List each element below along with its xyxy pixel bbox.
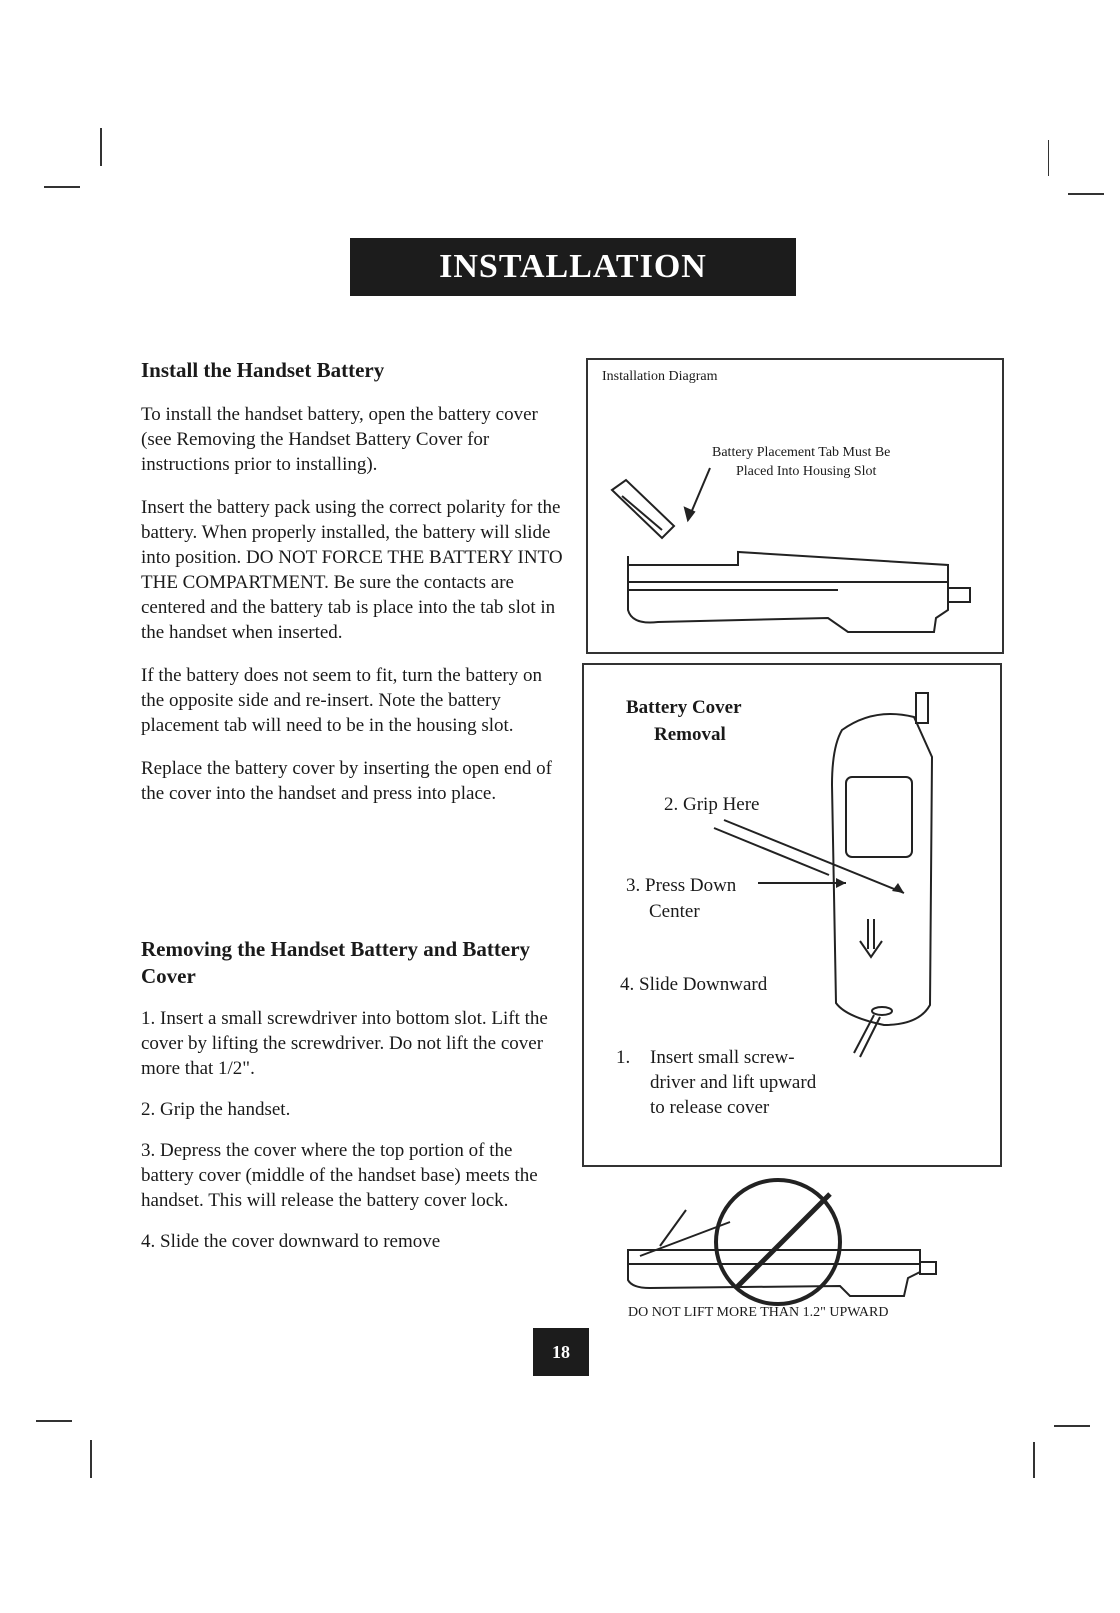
crop-mark — [90, 1440, 92, 1478]
diagram-label: Placed Into Housing Slot — [736, 464, 877, 479]
label-slide: 4. Slide Downward — [620, 974, 768, 995]
section-heading: Removing the Handset Battery and Battery Cover — [141, 937, 531, 988]
label-insert: driver and lift upward — [650, 1072, 817, 1093]
crop-mark — [1054, 1425, 1090, 1427]
step: 1. Insert a small screwdriver into bottom slot. Lift the cover by lifting the screwdriver. Do not lift the cover more that 1/2". — [141, 1008, 548, 1079]
crop-mark — [1033, 1442, 1035, 1478]
label-grip: 2. Grip Here — [664, 794, 760, 815]
page-number: 18 — [533, 1328, 589, 1376]
label-press: 3. Press Down — [626, 875, 737, 896]
section-remove-cover — [141, 936, 566, 1254]
crop-mark — [36, 1420, 72, 1422]
crop-mark — [1048, 140, 1049, 176]
installation-diagram — [586, 358, 1004, 654]
label-insert: to release cover — [650, 1097, 770, 1118]
step: 3. Depress the cover where the top portion of the battery cover (middle of the handset base) meets the handset. This will release the battery cover lock. — [141, 1140, 538, 1211]
handset-back-illustration — [584, 665, 1004, 1169]
crop-mark — [100, 128, 102, 166]
battery-handset-illustration — [588, 360, 1006, 656]
crop-mark — [44, 186, 80, 188]
warning-caption: DO NOT LIFT MORE THAN 1.2" UPWARD — [628, 1305, 889, 1320]
paragraph: To install the handset battery, open the battery cover (see Removing the Handset Battery Cover for instructions prior to installing). — [141, 404, 538, 475]
diagram-title: Installation Diagram — [602, 369, 718, 384]
section-install-battery — [141, 357, 566, 806]
crop-mark — [1068, 193, 1104, 195]
label-insert: Insert small screw- — [650, 1047, 795, 1068]
paragraph: Insert the battery pack using the correct polarity for the battery. When properly installed, the battery will slide into position. DO NOT FORCE THE BATTERY INTO THE COMPARTMENT. Be sure the contacts are centered and the battery tab is place into the tab slot in the handset when inserted. — [141, 497, 563, 643]
section-heading: Install the Handset Battery — [141, 358, 385, 382]
step: 4. Slide the cover downward to remove — [141, 1231, 441, 1252]
warning-diagram — [620, 1170, 950, 1320]
diagram-title: Removal — [654, 724, 726, 745]
label-insert-number: 1. — [616, 1047, 631, 1068]
paragraph: If the battery does not seem to fit, turn the battery on the opposite side and re-insert. Note the battery placement tab will need to be in the housing slot. — [141, 665, 542, 736]
diagram-title: Battery Cover — [626, 697, 742, 718]
diagram-label: Battery Placement Tab Must Be — [712, 445, 891, 460]
paragraph: Replace the battery cover by inserting the open end of the cover into the handset and press into place. — [141, 758, 552, 804]
step: 2. Grip the handset. — [141, 1099, 291, 1120]
battery-cover-removal-diagram — [582, 663, 1002, 1167]
do-not-lift-illustration — [620, 1170, 950, 1300]
label-press: Center — [649, 901, 700, 922]
page-title: INSTALLATION — [350, 238, 796, 296]
